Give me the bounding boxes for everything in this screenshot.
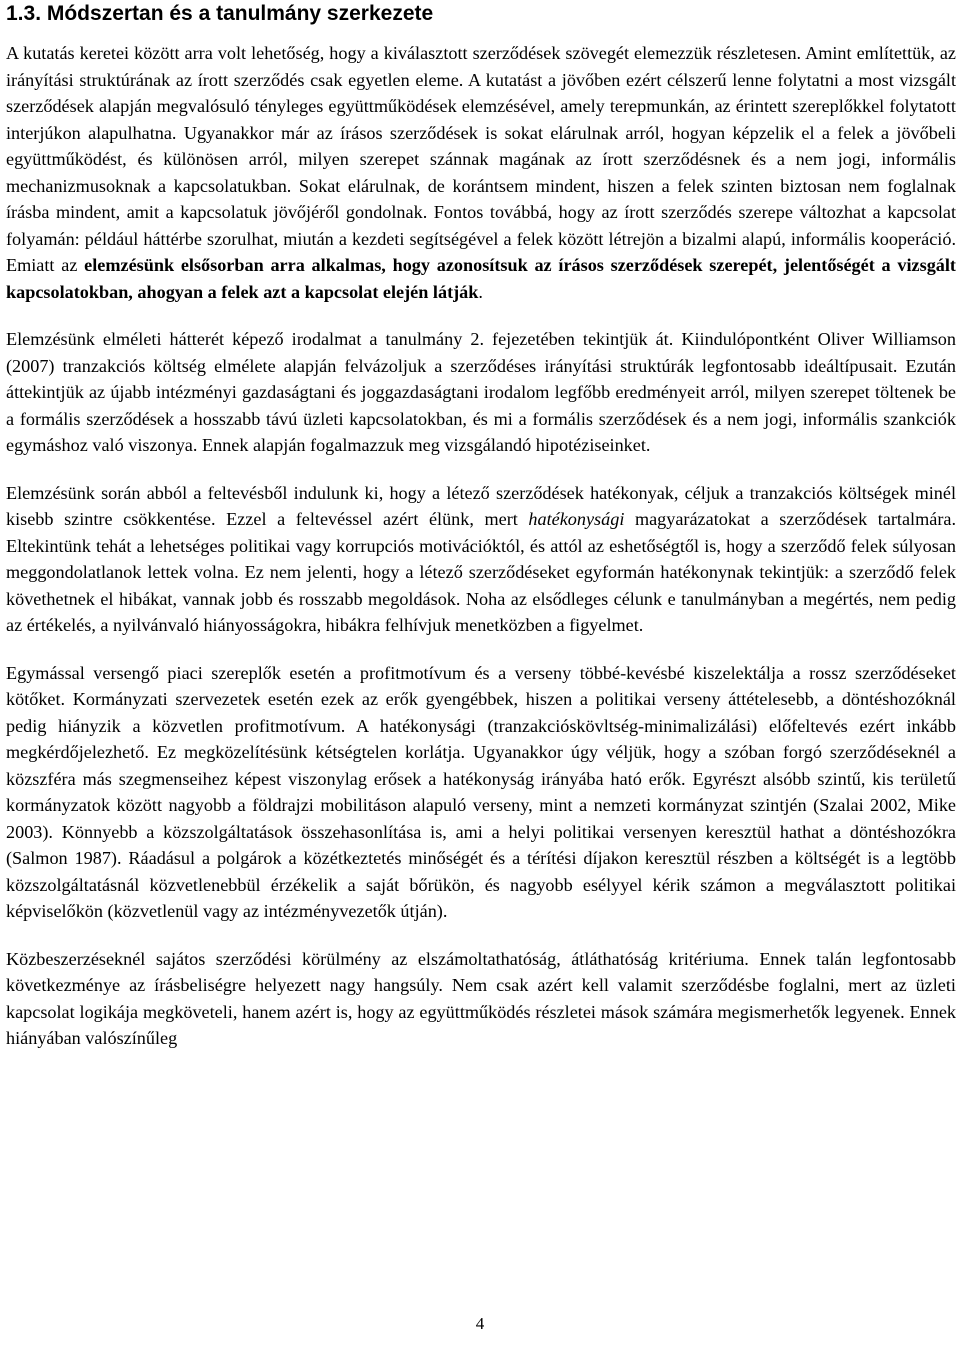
page-number: 4	[475, 1314, 485, 1333]
paragraph-text: .	[478, 281, 483, 302]
section-heading: 1.3. Módszertan és a tanulmány szerkezete	[6, 2, 434, 25]
paragraph-competition: Egymással versengő piaci szereplők esetén a profitmotívum és a verseny többé-kevésbé kiszelektálja a rossz szerződéseket kötőket. Kormányzati szervezetek esetén ezek az erők gyengébbek, hiszen a politikai verseny áttételesebb, a döntéshozóknál pedig hiányzik a közvetlen profitmotívum. A hatékonysági (tranzakcióskövltség-minimalizálási) előfeltevés ezért inkább megkérdőjelezhető. Ez megközelítésünk kétségtelen korlátja. Ugyanakkor úgy véljük, hogy a szóban forgó szerződéseknél a közszféra más szegmenseihez képest viszonylag erősek a hatékonyság irányába ható erők. Egyrészt alsóbb szintű, kis területű kormányzatok között nagyobb a földrajzi mobilitáson alapuló verseny, mint a nemzeti kormányzat szintjén (Szalai 2002, Mike 2003). Könnyebb a közszolgáltatások összehasonlítása is, ami a helyi politikai versenyen keresztül hathat a döntéshozókra (Salmon 1987). Ráadásul a polgárok a közétkeztetés minőségét és a térítési díjakon keresztül részben a költségét is a legtöbb közszolgáltatásnál közvetlenebbül érzékelik a saját bőrükön, és nagyobb esélyyel kérik számon a megválasztott politikai képviselőkön (közvetlenül vagy az intézményvezetők útján).	[6, 662, 956, 921]
paragraph-text: A kutatás keretei között arra volt lehetőség, hogy a kiválasztott szerződések szövegét elemezzük részletesen. Amint említettük, az irányítási struktúrának az írott szerződés csak egyetlen eleme. A kutatást a jövőben ezért célszerű lenne folytatni a most vizsgált szerződések alapján megvalósuló tényleges együttműködések elemzésével, amely terepmunkán, az érintett szereplőkkel folytatott interjúkon alapulhatna. Ugyanakkor már az írásos szerződések is sokat elárulnak arról, hogyan képzelik el a felek a jövőbeli együttműködést, és különösen arról, milyen szerepet szánnak magának az írott szerződésnek és a nem jogi, informális mechanizmusoknak a kapcsolatukban. Sokat elárulnak, de korántsem mindent, hiszen a felek szinten biztosan nem foglalnak írásba mindent, amit a kapcsolatuk jövőjéről gondolnak. Fontos továbbá, hogy az írott szerződés szerepe változhat a kapcsolat folyamán: például háttérbe szorulhat, miután a kezdeti segítségével a felek között létrejön a bizalmi alapú, informális kooperáció. Emiatt az	[6, 43, 956, 275]
paragraph-efficiency-assumption	[6, 480, 956, 639]
paragraph-text: magyarázatokat a szerződések tartalmára. Eltekintünk tehát a lehetséges politikai vagy korrupciós motivációktól, és attól az eshetőségtől is, hogy a szerződő felek súlyosan meggondolatlanok lettek volna. Ez nem jelenti, hogy a létező szerződéseket egyformán hatékonynak tekintjük: a szerződő felek követhetnek el hibákat, vannak jobb és rosszabb megoldások. Noha az elsődleges célunk e tanulmányban a megértés, nem pedig az értékelés, a nyilvánvaló hiányosságokra, hibákra felhívjuk menetközben a figyelmet.	[6, 509, 956, 635]
paragraph-methodology	[6, 40, 956, 305]
italic-emphasis: hatékonysági	[528, 509, 625, 529]
paragraph-theory: Elemzésünk elméleti hátterét képező irodalmat a tanulmány 2. fejezetében tekintjük át. Kiindulópontként Oliver Williamson (2007) tranzakciós költség elmélete alapján felvázoljuk a szerződéses irányítási struktúrák legfontosabb ideáltípusait. Ezután áttekintjük az újabb intézményi gazdaságtani és joggazdaságtani irodalom legfőbb eredményeit arról, milyen szerepet töltenek be a formális szerződések a hosszabb távú üzleti kapcsolatokban, és mi a formális szerződések és a nem jogi, informális szankciók egymáshoz való viszonya. Ennek alapján fogalmazzuk meg vizsgálandó hipotéziseinket.	[6, 329, 956, 455]
bold-emphasis: elemzésünk elsősorban arra alkalmas, hogy azonosítsuk az írásos szerződések szerepét, jelentőségét a vizsgált kapcsolatokban, ahogyan a felek azt a kapcsolat elején látják	[6, 255, 956, 302]
paragraph-text: Elemzésünk során abból a feltevésből indulunk ki, hogy a létező szerződések hatékonyak, céljuk a tranzakciós költségek minél kisebb szintre csökkentése. Ezzel a feltevéssel azért élünk, mert	[6, 482, 956, 529]
paragraph-procurement: Közbeszerzéseknél sajátos szerződési körülmény az elszámoltathatóság, átláthatóság kritériuma. Ennek talán legfontosabb következménye az írásbeliségre helyezett nagy hangsúly. Nem csak azért kell valamit szerződésbe foglalni, mert az üzleti kapcsolat logikája megköveteli, hanem azért is, hogy az együttműködés részletei mások számára megismerhetők legyenek. Ennek hiányában valószínűleg	[6, 948, 956, 1048]
document-page	[6, 0, 956, 1052]
